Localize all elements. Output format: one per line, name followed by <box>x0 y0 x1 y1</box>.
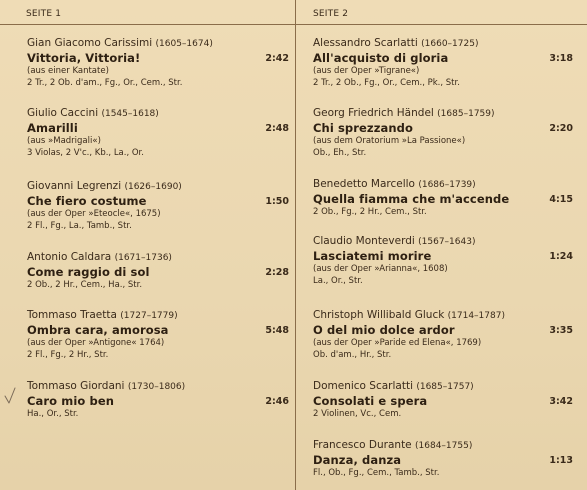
composer-name: Domenico Scarlatti <box>313 380 413 392</box>
track-title: Lasciatemi morire <box>313 249 432 263</box>
track-duration: 1:13 <box>549 455 573 466</box>
track-note: (aus der Oper »Eteocle«, 1675) <box>27 209 161 219</box>
track-instrumentation: 2 Fl., Fg., 2 Hr., Str. <box>27 350 109 360</box>
track-duration: 3:42 <box>549 396 573 407</box>
track-note: (aus dem Oratorium »La Passione«) <box>313 136 466 146</box>
track-title: Ombra cara, amorosa <box>27 323 169 337</box>
composer-line <box>313 439 587 453</box>
track-instrumentation: Ob., Eh., Str. <box>313 148 367 158</box>
composer-years: (1685–1757) <box>416 382 474 392</box>
track-instrumentation: Ob. d'am., Hr., Str. <box>313 350 392 360</box>
composer-line <box>27 309 295 323</box>
composer-name: Giovanni Legrenzi <box>27 180 122 192</box>
track-duration: 1:24 <box>549 251 573 262</box>
composer-years: (1567–1643) <box>418 237 476 247</box>
composer-name: Tommaso Traetta <box>27 309 117 321</box>
composer-line <box>27 37 295 51</box>
composer-years: (1684–1755) <box>415 441 473 451</box>
composer-years: (1605–1674) <box>155 39 213 49</box>
composer-line <box>313 107 587 121</box>
track-note: (aus der Oper »Antigone« 1764) <box>27 338 165 348</box>
composer-name: Georg Friedrich Händel <box>313 107 434 119</box>
track-title: All'acquisto di gloria <box>313 51 449 65</box>
track-instrumentation: 2 Tr., 2 Ob. d'am., Fg., Or., Cem., Str. <box>27 78 183 88</box>
track-title: Come raggio di sol <box>27 265 150 279</box>
track-duration: 3:18 <box>549 53 573 64</box>
side-1-label: SEITE 1 <box>26 9 62 19</box>
composer-line <box>27 380 295 394</box>
composer-line <box>27 180 295 194</box>
track-duration: 2:28 <box>265 267 289 278</box>
composer-line <box>313 235 587 249</box>
composer-years: (1626–1690) <box>124 182 182 192</box>
track-title: Quella fiamma che m'accende <box>313 192 510 206</box>
track-instrumentation: 2 Tr., 2 Ob., Fg., Or., Cem., Pk., Str. <box>313 78 460 88</box>
track-duration: 2:20 <box>549 123 573 134</box>
side-1-header <box>0 0 295 25</box>
composer-years: (1671–1736) <box>114 253 172 263</box>
composer-name: Claudio Monteverdi <box>313 235 415 247</box>
track-title: O del mio dolce ardor <box>313 323 455 337</box>
track-duration: 5:48 <box>265 325 289 336</box>
side-2-header <box>296 0 587 25</box>
composer-name: Tommaso Giordani <box>27 380 125 392</box>
track-instrumentation: La., Or., Str. <box>313 276 363 286</box>
track-duration: 2:42 <box>265 53 289 64</box>
composer-years: (1660–1725) <box>421 39 479 49</box>
composer-name: Alessandro Scarlatti <box>313 37 418 49</box>
composer-line <box>313 309 587 323</box>
track-title: Vittoria, Vittoria! <box>27 51 141 65</box>
track-title: Amarilli <box>27 121 78 135</box>
side-2-column <box>296 0 587 490</box>
composer-line <box>313 178 587 192</box>
handwritten-check-mark-icon <box>3 386 17 406</box>
track-note: (aus der Oper »Paride ed Elena«, 1769) <box>313 338 482 348</box>
composer-line <box>313 37 587 51</box>
track-title: Chi sprezzando <box>313 121 413 135</box>
track-instrumentation: 3 Violas, 2 V'c., Kb., La., Or. <box>27 148 144 158</box>
composer-line <box>313 380 587 394</box>
composer-years: (1545–1618) <box>101 109 159 119</box>
composer-line <box>27 107 295 121</box>
track-instrumentation: Ha., Or., Str. <box>27 409 79 419</box>
track-note: (aus »Madrigali«) <box>27 136 101 146</box>
track-note: (aus der Oper »Arianna«, 1608) <box>313 264 448 274</box>
composer-name: Gian Giacomo Carissimi <box>27 37 153 49</box>
composer-years: (1730–1806) <box>127 382 186 392</box>
composer-name: Christoph Willibald Gluck <box>313 309 445 321</box>
track-instrumentation: 2 Ob., Fg., 2 Hr., Cem., Str. <box>313 207 427 217</box>
track-note: (aus einer Kantate) <box>27 66 109 76</box>
track-instrumentation: Fl., Ob., Fg., Cem., Tamb., Str. <box>313 468 440 478</box>
composer-years: (1714–1787) <box>447 311 505 321</box>
track-title: Che fiero costume <box>27 194 147 208</box>
track-duration: 2:48 <box>265 123 289 134</box>
track-duration: 3:35 <box>549 325 573 336</box>
track-instrumentation: 2 Ob., 2 Hr., Cem., Ha., Str. <box>27 280 143 290</box>
track-duration: 4:15 <box>549 194 573 205</box>
composer-name: Antonio Caldara <box>27 251 112 263</box>
composer-years: (1686–1739) <box>418 180 476 190</box>
composer-years: (1685–1759) <box>437 109 495 119</box>
composer-line <box>27 251 295 265</box>
track-instrumentation: 2 Fl., Fg., La., Tamb., Str. <box>27 221 132 231</box>
track-title: Consolati e spera <box>313 394 428 408</box>
track-note: (aus der Oper »Tigrane«) <box>313 66 420 76</box>
track-duration: 1:50 <box>265 196 289 207</box>
track-title: Caro mio ben <box>27 394 115 408</box>
track-title: Danza, danza <box>313 453 402 467</box>
composer-name: Francesco Durante <box>313 439 412 451</box>
side-2-label: SEITE 2 <box>313 9 349 19</box>
composer-name: Giulio Caccini <box>27 107 99 119</box>
track-duration: 2:46 <box>265 396 289 407</box>
composer-years: (1727–1779) <box>120 311 178 321</box>
track-instrumentation: 2 Violinen, Vc., Cem. <box>313 409 402 419</box>
composer-name: Benedetto Marcello <box>313 178 415 190</box>
